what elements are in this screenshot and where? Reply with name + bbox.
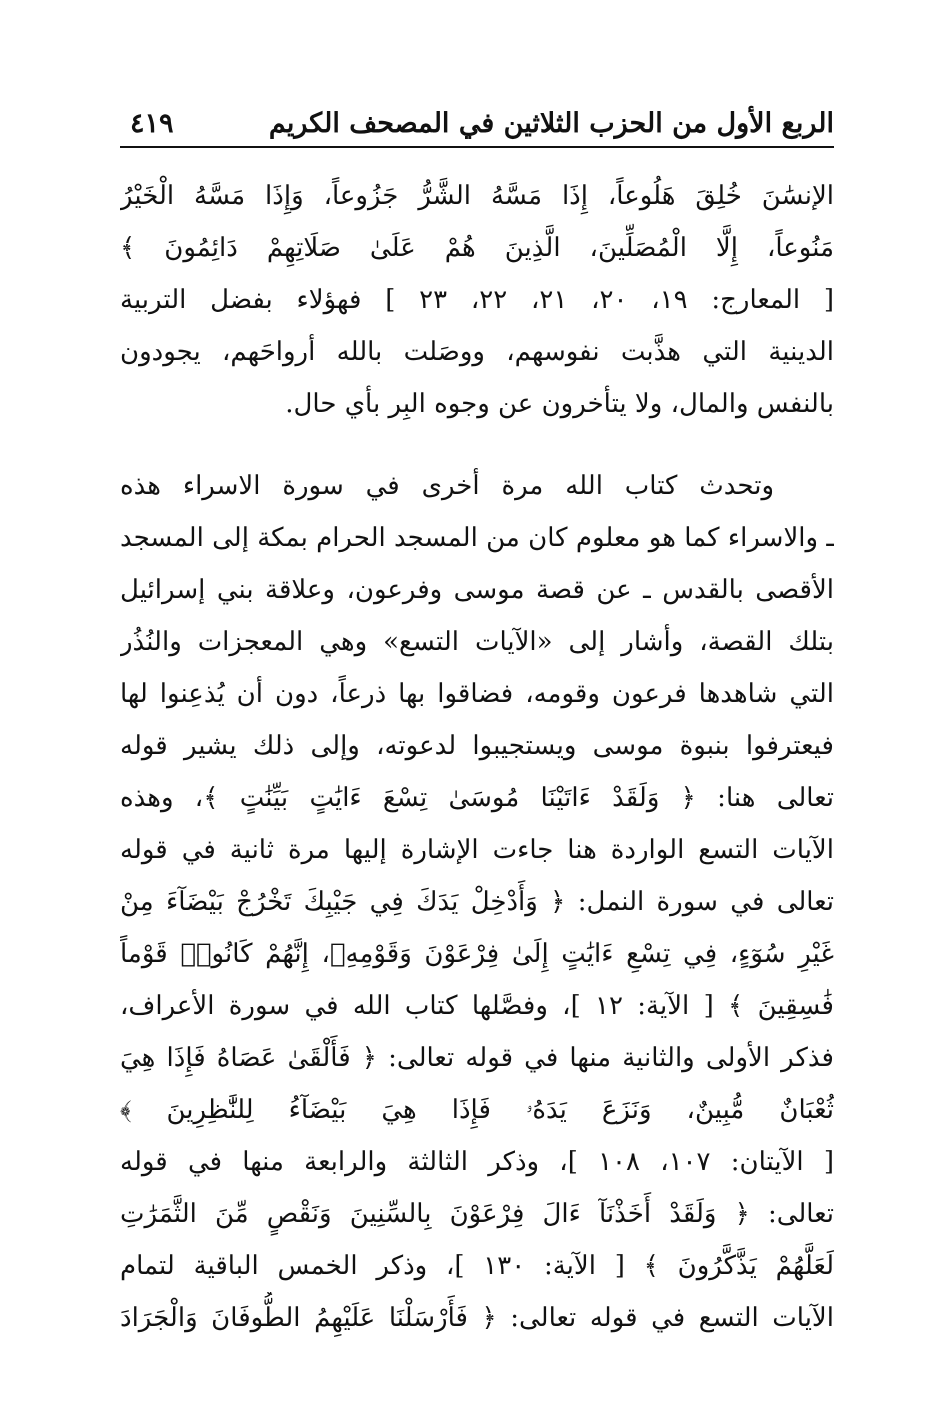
header-title: الربع الأول من الحزب الثلاثين في المصحف الكريم bbox=[268, 108, 834, 139]
text-line: لَعَلَّهُمْ يَذَّكَّرُونَ ﴾ [ الآية: ١٣٠ ]، وذكر الخمس الباقية لتمام bbox=[120, 1251, 834, 1281]
running-header bbox=[120, 100, 834, 148]
text-line: الدينية التي هذَّبت نفوسهم، ووصَلت بالله أرواحَهم، يجودون bbox=[120, 337, 834, 367]
text-line: فذكر الأولى والثانية منها في قوله تعالى: ﴿ فَأَلْقَىٰ عَصَاهُ فَإِذَا هِيَ bbox=[120, 1043, 834, 1073]
text-line: ـ والاسراء كما هو معلوم كان من المسجد الحرام بمكة إلى المسجد bbox=[120, 523, 834, 553]
text-line: بتلك القصة، وأشار إلى «الآيات التسع» وهي المعجزات والنُذُر bbox=[120, 627, 834, 657]
text-line: فيعترفوا بنبوة موسى ويستجيبوا لدعوته، وإلى ذلك يشير قوله bbox=[120, 731, 834, 761]
text-line: تعالى في سورة النمل: ﴿ وَأَدْخِلْ يَدَكَ فِي جَيْبِكَ تَخْرُجْ بَيْضَآءَ مِنْ bbox=[120, 887, 834, 917]
page-number: ٤١٩ bbox=[130, 108, 174, 139]
text-line: الآيات التسع الواردة هنا جاءت الإشارة إليها مرة ثانية في قوله bbox=[120, 835, 834, 865]
text-line: الآيات التسع في قوله تعالى: ﴿ فَأَرْسَلْنَا عَلَيْهِمُ الطُّوفَانَ وَالْجَرَادَ bbox=[120, 1303, 834, 1333]
text-line: فَٰسِقِينَ ﴾ [ الآية: ١٢ ]، وفصَّلها كتاب الله في سورة الأعراف، bbox=[120, 991, 834, 1021]
text-line: الإنسَٰنَ خُلِقَ هَلُوعاً، إِذَا مَسَّهُ الشَّرُّ جَزُوعاً، وَإِذَا مَسَّهُ الْخَيْرُ bbox=[120, 181, 834, 211]
paragraph-2 bbox=[120, 460, 834, 1344]
text-line: [ المعارج: ١٩، ٢٠، ٢١، ٢٢، ٢٣ ] فهؤلاء بفضل التربية bbox=[120, 285, 834, 315]
text-line: التي شاهدها فرعون وقومه، فضاقوا بها ذرعاً، دون أن يُذعِنوا لها bbox=[120, 679, 834, 709]
text-line: تعالى هنا: ﴿ وَلَقَدْ ءَاتَيْنَا مُوسَىٰ تِسْعَ ءَايَٰتٍ بَيِّنَٰتٍ ﴾، وهذه bbox=[120, 783, 834, 813]
text-line: مَنُوعاً، إِلَّا الْمُصَلِّينَ، الَّذِينَ هُمْ عَلَىٰ صَلَاتِهِمْ دَائِمُونَ ﴾ bbox=[120, 233, 834, 263]
text-line: بالنفس والمال، ولا يتأخرون عن وجوه البِر بأي حال. bbox=[285, 389, 834, 419]
text-line: وتحدث كتاب الله مرة أخرى في سورة الاسراء هذه bbox=[120, 471, 774, 501]
text-line: تعالى: ﴿ وَلَقَدْ أَخَذْنَآ ءَالَ فِرْعَوْنَ بِالسِّنِينَ وَنَقْصٍ مِّنَ الثَّمَرَٰتِ bbox=[120, 1199, 834, 1229]
text-line: الأقصى بالقدس ـ عن قصة موسى وفرعون، وعلاقة بني إسرائيل bbox=[120, 575, 834, 605]
text-line: [ الآيتان: ١٠٧، ١٠٨ ]، وذكر الثالثة والرابعة منها في قوله bbox=[120, 1147, 834, 1177]
text-line: غَيْرِ سُوٓءٍ، فِي تِسْعِ ءَايَٰتٍ إِلَىٰ فِرْعَوْنَ وَقَوْمِهِۦ، إِنَّهُمْ كَانُوا۟ قَوْماً bbox=[120, 939, 834, 969]
text-line: ثُعْبَانٌ مُّبِينٌ، وَنَزَعَ يَدَهُۥ فَإِذَا هِيَ بَيْضَآءُ لِلنَّٰظِرِينَ ﴾ bbox=[120, 1095, 834, 1125]
paragraph-1 bbox=[120, 170, 834, 430]
